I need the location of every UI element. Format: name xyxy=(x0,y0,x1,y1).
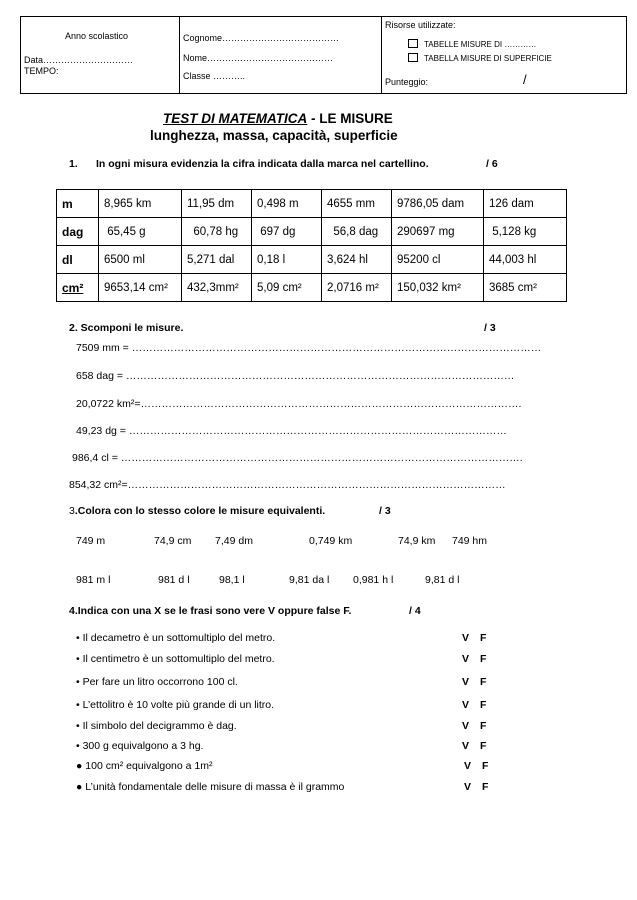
q2-item[interactable]: 49,23 dg = ……………………………………………………………………………………………… xyxy=(76,425,507,437)
true-option[interactable]: V xyxy=(462,699,470,711)
q2-item[interactable]: 658 dag = ………………………………………………………………………………………………… xyxy=(76,370,515,382)
tables-measures-label: TABELLE MISURE DI ………… xyxy=(424,40,537,49)
false-option[interactable]: F xyxy=(482,760,489,772)
measure-cell[interactable]: 8,965 km xyxy=(99,190,182,218)
page-subtitle: lunghezza, massa, capacità, superficie xyxy=(150,128,398,143)
false-option[interactable]: F xyxy=(480,699,487,711)
q3-measure[interactable]: 981 d l xyxy=(158,574,190,586)
measure-cell[interactable]: 126 dam xyxy=(484,190,567,218)
q3-measure[interactable]: 0,749 km xyxy=(309,535,353,547)
q2-text: 2. Scomponi le misure. xyxy=(69,322,184,334)
q4-text: 4.Indica con una X se le frasi sono vere V oppure false F. xyxy=(69,605,352,617)
measure-cell[interactable]: 95200 cl xyxy=(392,246,484,274)
q4-score: / 4 xyxy=(409,605,421,617)
measure-cell[interactable]: 11,95 dm xyxy=(182,190,252,218)
unit-cell: dl xyxy=(57,246,99,274)
q4-statement: • L’ettolitro è 10 volte più grande di un litro. xyxy=(76,699,275,711)
date-field[interactable]: Data………………………… xyxy=(24,55,134,65)
school-year-cell xyxy=(21,17,180,93)
true-option[interactable]: V xyxy=(462,676,470,688)
measure-cell[interactable]: 6500 ml xyxy=(99,246,182,274)
q3-measure[interactable]: 9,81 da l xyxy=(289,574,330,586)
measure-cell[interactable]: 65,45 g xyxy=(99,218,182,246)
q3-measure[interactable]: 749 hm xyxy=(452,535,488,547)
true-option[interactable]: V xyxy=(462,720,470,732)
q3-measure[interactable]: 9,81 d l xyxy=(425,574,460,586)
unit-cell: m xyxy=(57,190,99,218)
q3-measure[interactable]: 7,49 dm xyxy=(215,535,253,547)
q4-statement: • Il decametro è un sottomultiplo del metro. xyxy=(76,632,276,644)
measure-cell[interactable]: 56,8 dag xyxy=(322,218,392,246)
measure-cell[interactable]: 432,3mm² xyxy=(182,274,252,302)
measure-cell[interactable]: 150,032 km² xyxy=(392,274,484,302)
q4-statement: • Il centimetro è un sottomultiplo del metro. xyxy=(76,653,275,665)
q2-score: / 3 xyxy=(484,322,496,334)
measure-cell[interactable]: 2,0716 m² xyxy=(322,274,392,302)
q4-statement: • Per fare un litro occorrono 100 cl. xyxy=(76,676,238,688)
q1-number: 1. xyxy=(69,158,78,170)
surface-table-checkbox[interactable] xyxy=(408,53,418,62)
false-option[interactable]: F xyxy=(480,720,487,732)
q3-text: .Colora con lo stesso colore le misure equivalenti. xyxy=(74,505,326,517)
table-row xyxy=(57,274,567,302)
q3-measure[interactable]: 749 m xyxy=(76,535,106,547)
unit-cell: dag xyxy=(57,218,99,246)
score-slash: / xyxy=(523,72,527,87)
measure-cell[interactable]: 4655 mm xyxy=(322,190,392,218)
q2-item[interactable]: 20,0722 km²=………………………………………………………………………………………………. xyxy=(76,398,522,410)
measure-cell[interactable]: 3685 cm² xyxy=(484,274,567,302)
q2-item[interactable]: 986,4 cl = ……………………………………………………………………………………………………. xyxy=(72,452,523,464)
tables-measures-checkbox[interactable] xyxy=(408,39,418,48)
false-option[interactable]: F xyxy=(480,632,487,644)
page-title xyxy=(163,111,393,126)
measure-cell[interactable]: 5,271 dal xyxy=(182,246,252,274)
q4-statement: ● L’unità fondamentale delle misure di massa è il grammo xyxy=(76,781,345,793)
measures-table xyxy=(56,189,567,302)
false-option[interactable]: F xyxy=(480,740,487,752)
unit-cell: cm² xyxy=(57,274,99,302)
measure-cell[interactable]: 60,78 hg xyxy=(182,218,252,246)
measure-cell[interactable]: 9653,14 cm² xyxy=(99,274,182,302)
page-title-rest: - LE MISURE xyxy=(307,111,393,126)
school-year-label: Anno scolastico xyxy=(65,31,129,41)
score-label: Punteggio: xyxy=(385,77,429,87)
page-title-underlined: TEST DI MATEMATICA xyxy=(163,111,308,126)
q3-number: 3 xyxy=(69,505,75,517)
q4-statement: • 300 g equivalgono a 3 hg. xyxy=(76,740,204,752)
measure-cell[interactable]: 0,18 l xyxy=(252,246,322,274)
surface-table-label: TABELLA MISURE DI SUPERFICIE xyxy=(424,54,552,63)
student-cell xyxy=(180,17,382,93)
class-field[interactable]: Classe ……….. xyxy=(183,71,246,81)
q3-measure[interactable]: 0,981 h l xyxy=(353,574,394,586)
measure-cell[interactable]: 290697 mg xyxy=(392,218,484,246)
table-row xyxy=(57,218,567,246)
measure-cell[interactable]: 5,128 kg xyxy=(484,218,567,246)
resources-cell xyxy=(382,17,626,93)
table-row xyxy=(57,190,567,218)
measure-cell[interactable]: 697 dg xyxy=(252,218,322,246)
measure-cell[interactable]: 5,09 cm² xyxy=(252,274,322,302)
false-option[interactable]: F xyxy=(480,653,487,665)
time-label: TEMPO: xyxy=(24,66,59,76)
q3-measure[interactable]: 981 m l xyxy=(76,574,111,586)
q4-statement: • Il simbolo del decigrammo è dag. xyxy=(76,720,237,732)
true-option[interactable]: V xyxy=(462,632,470,644)
measure-cell[interactable]: 3,624 hl xyxy=(322,246,392,274)
surname-field[interactable]: Cognome………………………………… xyxy=(183,33,340,43)
true-option[interactable]: V xyxy=(462,740,470,752)
q3-measure[interactable]: 74,9 cm xyxy=(154,535,192,547)
q3-score: / 3 xyxy=(379,505,391,517)
measure-cell[interactable]: 9786,05 dam xyxy=(392,190,484,218)
q3-measure[interactable]: 74,9 km xyxy=(398,535,436,547)
true-option[interactable]: V xyxy=(462,653,470,665)
q3-measure[interactable]: 98,1 l xyxy=(219,574,245,586)
false-option[interactable]: F xyxy=(480,676,487,688)
q4-statement: ● 100 cm² equivalgono a 1m² xyxy=(76,760,213,772)
q1-score: / 6 xyxy=(486,158,498,170)
true-option[interactable]: V xyxy=(464,781,472,793)
q2-item[interactable]: 7509 mm = ……………………………………………………………………………………………………… xyxy=(76,342,542,354)
name-field[interactable]: Nome…………………………………… xyxy=(183,53,334,63)
q2-item[interactable]: 854,32 cm²=……………………………………………………………………………………………… xyxy=(69,479,506,491)
q3-title xyxy=(69,505,325,517)
false-option[interactable]: F xyxy=(482,781,489,793)
measure-cell[interactable]: 44,003 hl xyxy=(484,246,567,274)
resources-label: Risorse utilizzate: xyxy=(385,20,456,30)
measure-cell[interactable]: 0,498 m xyxy=(252,190,322,218)
q1-text: In ogni misura evidenzia la cifra indicata dalla marca nel cartellino. xyxy=(96,158,429,170)
header-box xyxy=(20,16,627,94)
true-option[interactable]: V xyxy=(464,760,472,772)
table-row xyxy=(57,246,567,274)
